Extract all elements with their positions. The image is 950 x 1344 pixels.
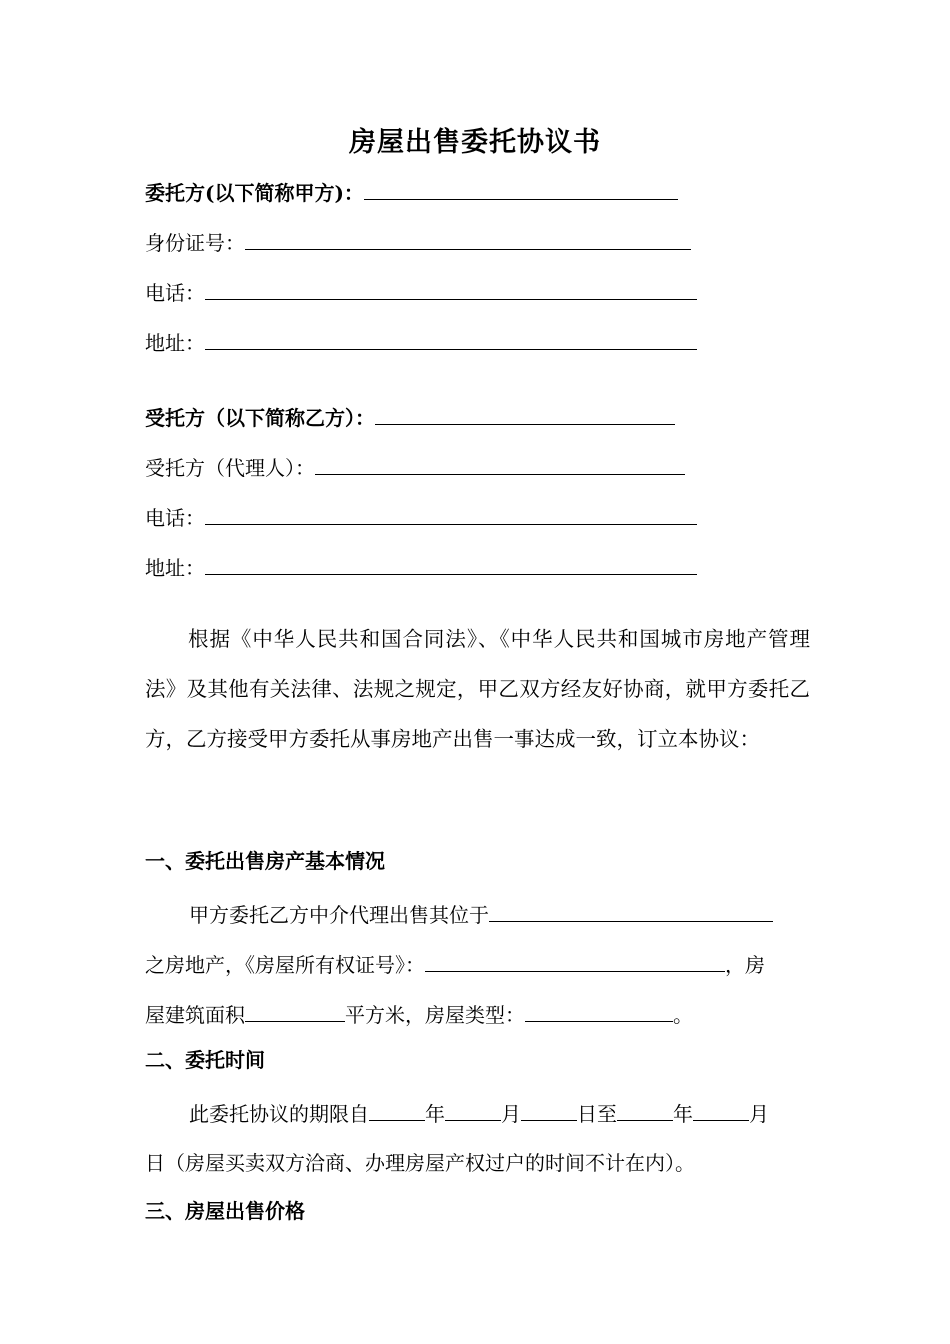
section-1-line-2 — [145, 949, 765, 980]
document-title: 房屋出售委托协议书 — [349, 127, 601, 158]
section-3-heading: 三、房屋出售价格 — [145, 1199, 305, 1223]
party-b-phone-line — [145, 502, 697, 533]
party-b-agent-line — [145, 452, 685, 483]
end-year-field[interactable] — [617, 1098, 673, 1121]
end-month-field[interactable] — [693, 1098, 749, 1121]
party-a-id-line — [145, 227, 691, 258]
party-b-name-field[interactable] — [375, 402, 675, 425]
party-a-id-field[interactable] — [245, 227, 691, 250]
section-1-heading: 一、委托出售房产基本情况 — [145, 849, 385, 873]
section-1-certificate-label: 之房地产，《房屋所有权证号》： — [145, 953, 425, 977]
party-a-phone-field[interactable] — [205, 277, 697, 300]
section-1-line-1 — [189, 899, 773, 930]
party-b-agent-label: 受托方（代理人）： — [145, 456, 315, 480]
party-b-phone-label: 电话： — [145, 506, 205, 530]
section-2-period-label: 此委托协议的期限自 — [189, 1102, 369, 1126]
section-2-line-1 — [189, 1098, 769, 1129]
end-month-label: 月 — [749, 1102, 769, 1126]
party-a-header-label: 委托方(以下简称甲方)： — [145, 181, 364, 205]
party-b-address-line — [145, 552, 697, 583]
start-year-label: 年 — [425, 1102, 445, 1126]
section-1-location-label: 甲方委托乙方中介代理出售其位于 — [189, 903, 489, 927]
party-a-name-field[interactable] — [364, 177, 678, 200]
party-b-address-label: 地址： — [145, 556, 205, 580]
property-type-field[interactable] — [525, 999, 673, 1022]
end-year-label: 年 — [673, 1102, 693, 1126]
party-a-address-line — [145, 327, 697, 358]
day-to-label: 日至 — [577, 1102, 617, 1126]
party-a-phone-line — [145, 277, 697, 308]
section-1-end-mark: 。 — [673, 1003, 693, 1027]
preamble-paragraph: 根据《中华人民共和国合同法》、《中华人民共和国城市房地产管理法》及其他有关法律、法规之规定，甲乙双方经友好协商，就甲方委托乙方，乙方接受甲方委托从事房地产出售一事达成一致，订立本协议： — [145, 627, 810, 751]
section-2-note: 日（房屋买卖双方洽商、办理房屋产权过户的时间不计在内）。 — [145, 1151, 695, 1175]
section-1-continuation: ，房 — [725, 953, 765, 977]
start-year-field[interactable] — [369, 1098, 425, 1121]
start-month-label: 月 — [501, 1102, 521, 1126]
party-b-header-line — [145, 402, 675, 433]
building-area-field[interactable] — [245, 999, 345, 1022]
party-a-id-label: 身份证号： — [145, 231, 245, 255]
section-1-line-3 — [145, 999, 693, 1030]
section-2-heading: 二、委托时间 — [145, 1048, 265, 1072]
section-1-type-label: 平方米，房屋类型： — [345, 1003, 525, 1027]
party-a-phone-label: 电话： — [145, 281, 205, 305]
party-a-address-field[interactable] — [205, 327, 697, 350]
party-a-address-label: 地址： — [145, 331, 205, 355]
section-1-area-label: 屋建筑面积 — [145, 1003, 245, 1027]
party-b-agent-field[interactable] — [315, 452, 685, 475]
party-b-phone-field[interactable] — [205, 502, 697, 525]
start-day-field[interactable] — [521, 1098, 577, 1121]
section-2-line-2 — [145, 1148, 695, 1178]
party-a-header-line — [145, 177, 678, 208]
certificate-number-field[interactable] — [425, 949, 725, 972]
property-location-field[interactable] — [489, 899, 773, 922]
start-month-field[interactable] — [445, 1098, 501, 1121]
party-b-header-label: 受托方（以下简称乙方）： — [145, 406, 375, 430]
party-b-address-field[interactable] — [205, 552, 697, 575]
